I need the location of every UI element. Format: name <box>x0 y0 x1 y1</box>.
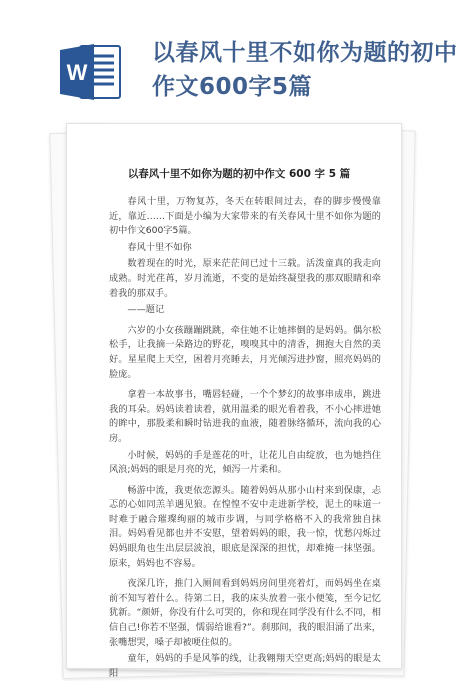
paragraph: ——题记 <box>127 304 165 316</box>
document-page <box>66 123 402 679</box>
document-preview[interactable] <box>66 123 402 679</box>
document-heading: 以春风十里不如你为题的初中作文600字5篇 <box>152 40 458 100</box>
word-document-icon <box>60 42 122 102</box>
paragraph: 童年，妈妈的手是风筝的线，让我翱翔天空更高;妈妈的眼是太阳 <box>109 653 381 679</box>
paragraph: 春风十里不如你 <box>127 241 192 253</box>
paragraph: 拿着一本故事书，嘴唇轻碰，一个个梦幻的故事串成串，跳进我的耳朵。妈妈读着读着，就用温柔的眼光看着我，不小心摔进她的眸中，那股柔和瞬时钻进我的血液，随着脉络循环，流向我的心房。 <box>109 389 381 444</box>
paragraph: 六岁的小女孩蹦蹦跳跳，牵住她不让她摔倒的是妈妈。偶尔松松手，让我摘一朵路边的野花，嗅嗅其中的清香，拥抱大自然的美好。星星爬上天空，困着月亮睡去，月光倾泻进抄窗，照亮妈妈的脸庞。 <box>109 324 381 380</box>
paragraph: 畅游中流，我更依恋源头。随着妈妈从那小山村来到保康，忐忑的心如同羔羊遇见狼。在惶惶不安中走进新学校，泥土的味道一时难于融合璀璨绚丽的城市步调，与同学格格不入的我常独自抹泪。妈妈看见都也并不安慰，望着妈妈的眼，我一惊，忧愁闪烁过妈妈眼角也生出层层波浪，眼底是深深的担忧，却难掩一抹坚强。原来，妈妈也不容易。 <box>109 484 381 569</box>
paragraph: 小时候，妈妈的手是莲花的叶，让花儿自由绽放，也为她挡住风浪;妈妈的眼是月亮的光，倾泻一片柔和。 <box>109 449 381 476</box>
word-icon-letter: W <box>66 60 88 85</box>
paragraph: 春风十里，万物复苏，冬天在转眼间过去，春的脚步慢慢靠近，靠近……下面是小编为大家带来的有关春风十里不如你为题的初中作文600字5篇。 <box>109 196 381 237</box>
paragraph: 数着现在的时光，原来茫茫间已过十三载。活泼童真的我走向成熟。时光荏苒，岁月流逝，不变的是始终凝望我的那双眼睛和牵着我的那双手。 <box>109 258 381 299</box>
header-banner <box>0 0 474 118</box>
paragraph: 夜深几许，推门入厕间看到妈妈房间里亮着灯，而妈妈坐在桌前不知写着什么。待第二日，我的床头放着一张小便笺，至今记忆犹新。“颜妍，你没有什么可哭的，你和现在同学没有什么不同，相信自己!你若不坚强，懦弱给谁看?”。刹那间，我的眼泪涌了出来，张嘴想哭，嗓子却被哽住似的。 <box>109 578 381 648</box>
page-title: 以春风十里不如你为题的初中作文 600 字 5 篇 <box>127 168 351 180</box>
